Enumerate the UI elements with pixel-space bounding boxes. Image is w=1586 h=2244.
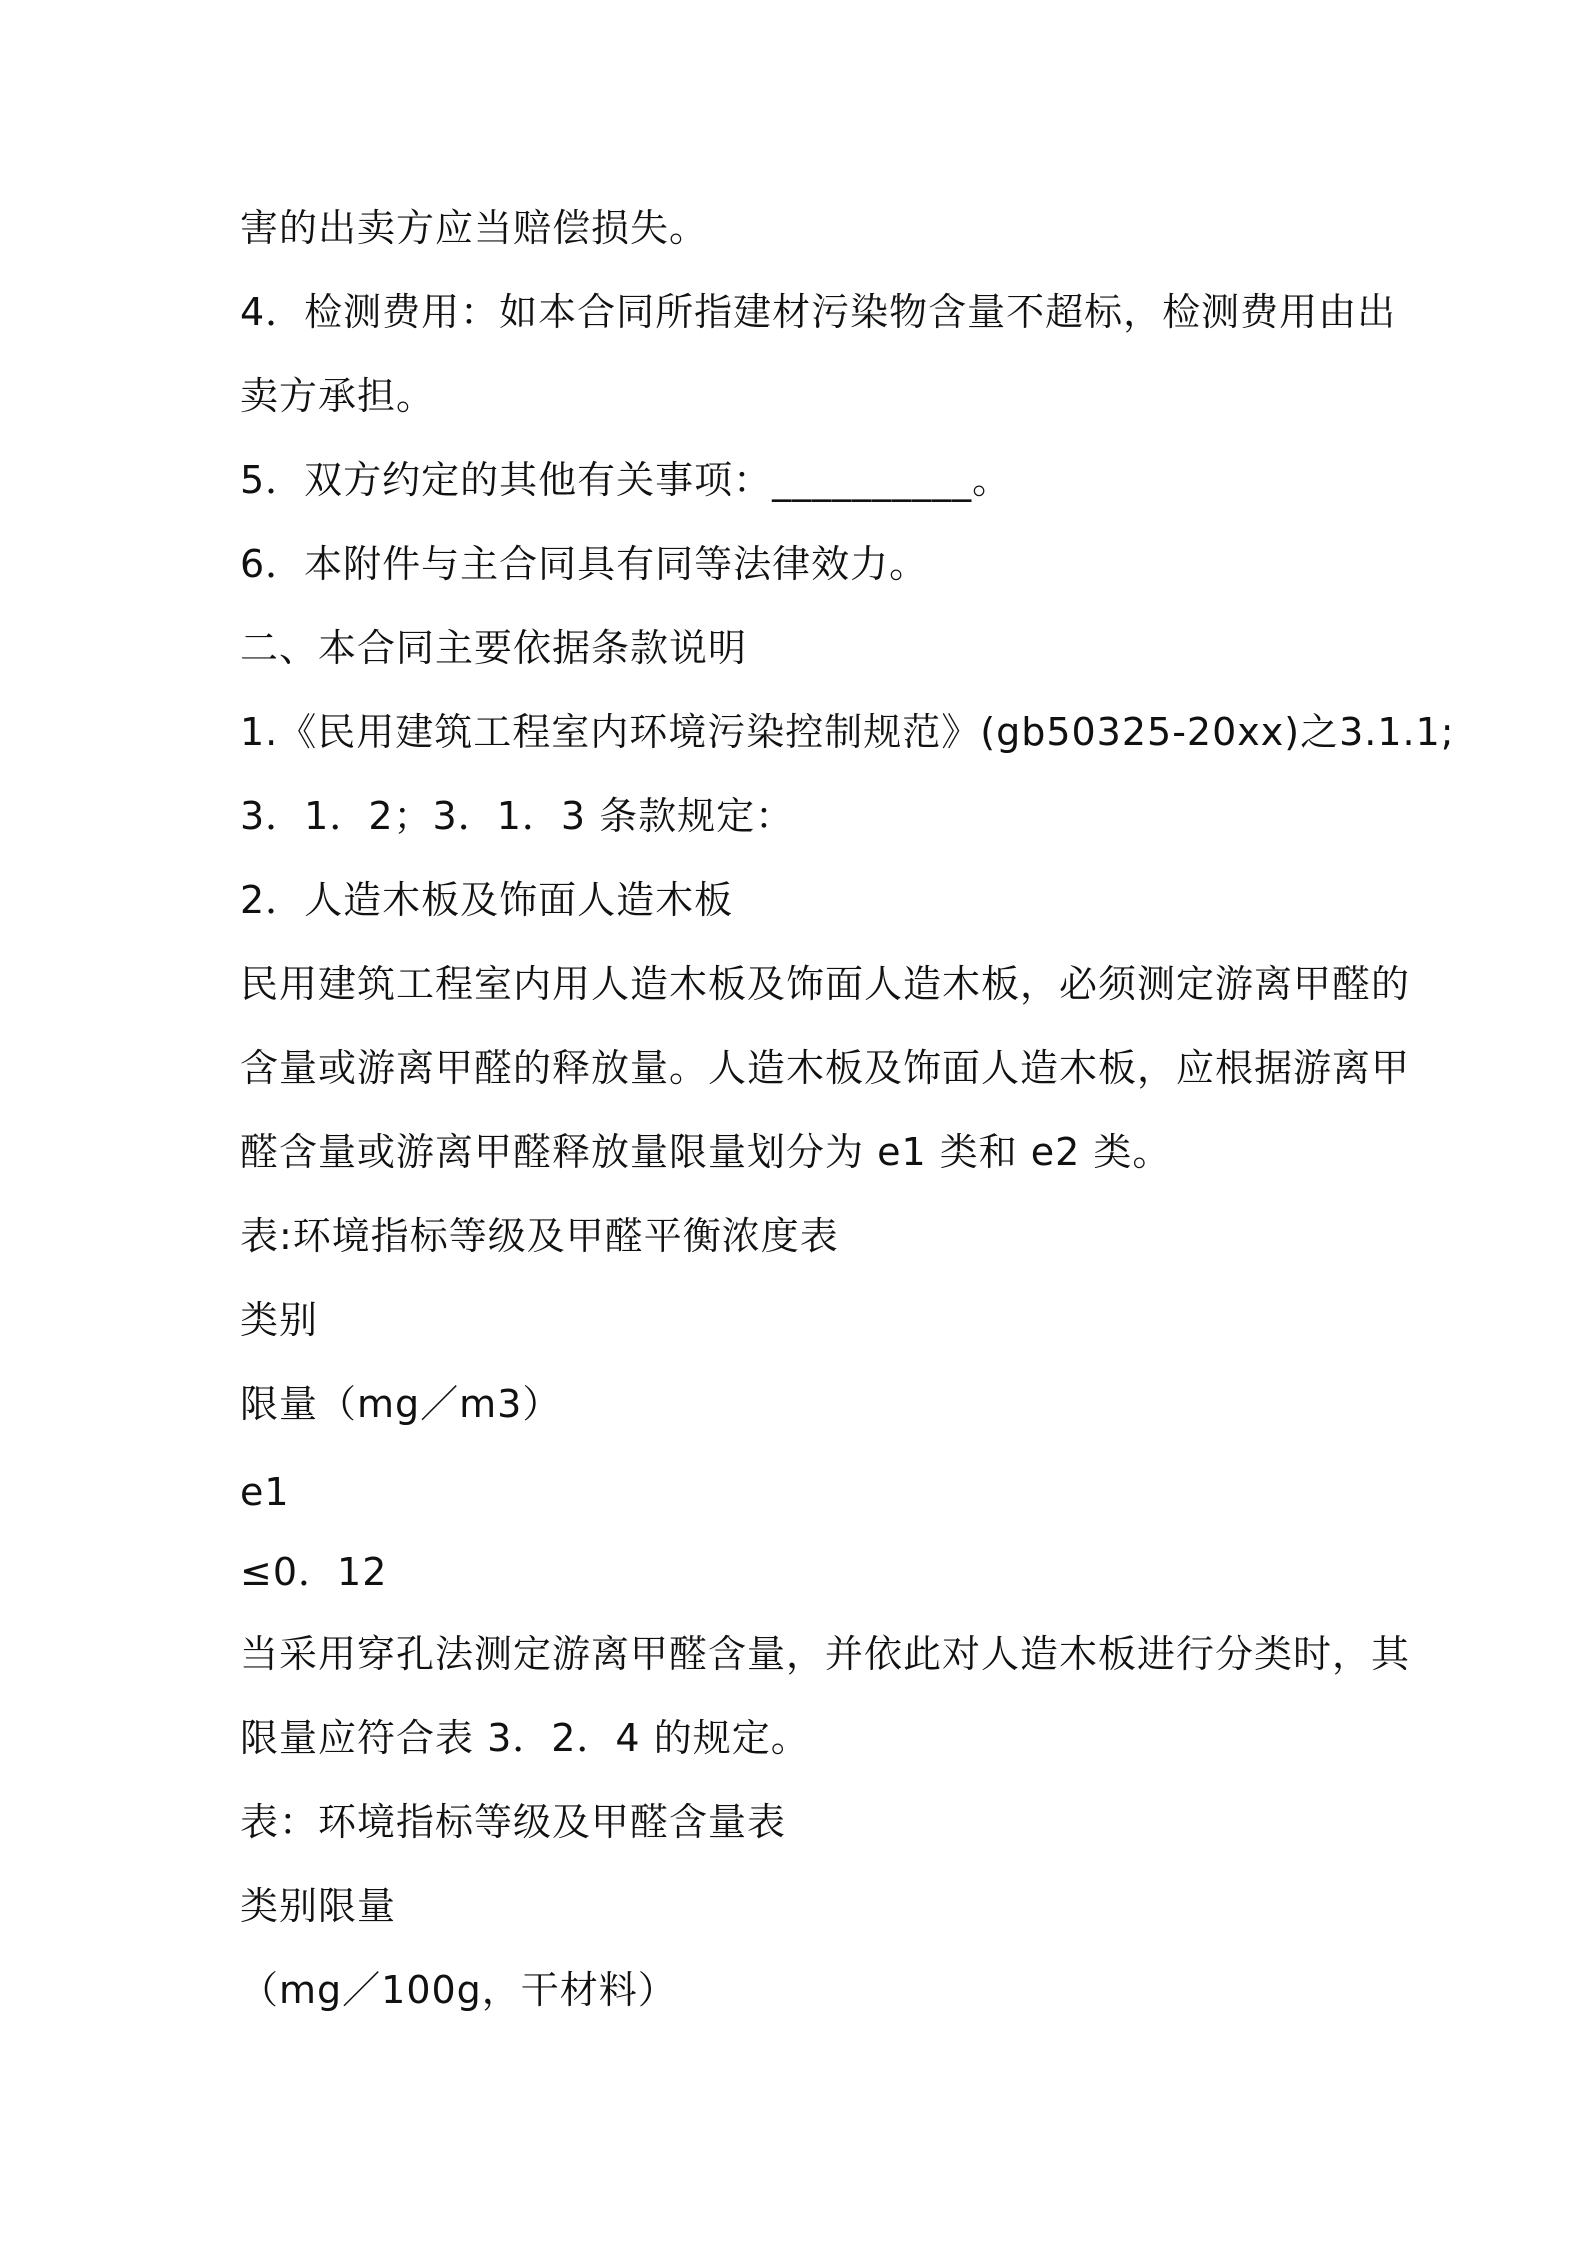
subheading-wood-panels: 2．人造木板及饰面人造木板 — [240, 878, 734, 922]
paragraph-line-3: 醛含量或游离甲醛释放量限量划分为 e1 类和 e2 类。 — [240, 1130, 1172, 1174]
text-line-regulation: 1.《民用建筑工程室内环境污染控制规范》(gb50325-20xx)之3.1.1; — [240, 710, 1455, 754]
table-cell-category-e1: e1 — [240, 1470, 290, 1514]
paragraph-line-1: 民用建筑工程室内用人造木板及饰面人造木板，必须测定游离甲醛的 — [240, 962, 1411, 1006]
paragraph-perforation-line-1: 当采用穿孔法测定游离甲醛含量，并依此对人造木板进行分类时，其 — [240, 1632, 1411, 1676]
table-header-limit: 限量（mg／m3） — [240, 1382, 562, 1426]
table-header-category-limit: 类别限量 — [240, 1884, 397, 1928]
text-line-other-matters: 5．双方约定的其他有关事项：__________。 — [240, 458, 1012, 502]
table-header-category: 类别 — [240, 1298, 319, 1342]
table-header-unit: （mg／100g，干材料） — [240, 1968, 677, 2012]
text-line-liability: 害的出卖方应当赔偿损失。 — [240, 206, 709, 250]
text-line-seller-bears: 卖方承担。 — [240, 374, 436, 418]
table-caption-content: 表：环境指标等级及甲醛含量表 — [240, 1800, 787, 1844]
table-cell-limit-value: ≤0．12 — [240, 1550, 388, 1594]
paragraph-perforation-line-2: 限量应符合表 3．2．4 的规定。 — [240, 1716, 810, 1760]
text-line-testing-fee: 4．检测费用：如本合同所指建材污染物含量不超标，检测费用由出 — [240, 290, 1397, 334]
paragraph-line-2: 含量或游离甲醛的释放量。人造木板及饰面人造木板，应根据游离甲 — [240, 1046, 1411, 1090]
section-heading: 二、本合同主要依据条款说明 — [240, 626, 748, 670]
text-line-legal-effect: 6．本附件与主合同具有同等法律效力。 — [240, 542, 929, 586]
table-caption-concentration: 表:环境指标等级及甲醛平衡浓度表 — [240, 1214, 839, 1258]
text-line-clauses: 3．1．2；3．1．3 条款规定： — [240, 794, 795, 838]
